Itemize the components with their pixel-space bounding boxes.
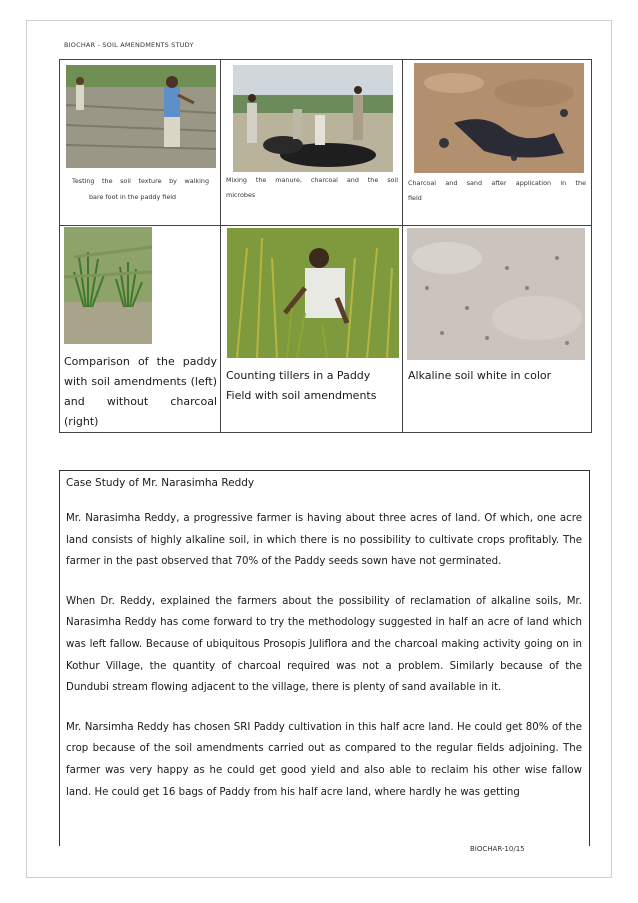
photo-cell-6 xyxy=(403,226,592,433)
photo-cell-4 xyxy=(60,226,221,433)
photo-caption-line2: field xyxy=(408,194,422,202)
photo-farmer-walking-paddy xyxy=(66,65,216,168)
case-study-title: Case Study of Mr. Narasimha Reddy xyxy=(66,477,255,489)
photo-caption: Testing the soil texture by walking xyxy=(72,177,209,185)
photo-caption-line2: microbes xyxy=(226,191,256,199)
photo-alkaline-soil xyxy=(407,228,585,360)
running-header: BIOCHAR - SOIL AMENDMENTS STUDY xyxy=(64,41,194,49)
case-study-paragraph: When Dr. Reddy, explained the farmers about the possibility of reclamation of alkaline soils, Mr. Narasimha Reddy has come forward to try the methodology suggested in half an acre of land which was left fallow. Because of ubiquitous Prosopis Juliflora and the charcoal making activity going on in Kothur Village, the quantity of charcoal required was not a problem. Similarly because of the Dundubi stream flowing adjacent to the village, there is plenty of sand available in it. xyxy=(66,595,582,694)
page-number: BIOCHAR-10/15 xyxy=(470,845,525,853)
photo-counting-tillers xyxy=(227,228,399,358)
photo-caption-line2: bare foot in the paddy field xyxy=(89,193,177,201)
photo-caption: Charcoal and sand after application in the xyxy=(408,179,586,187)
photo-cell-3 xyxy=(403,60,592,226)
photo-caption: Comparison of the paddy with soil amendments (left) and without charcoal (right) xyxy=(64,355,217,428)
photo-charcoal-sand xyxy=(414,63,584,173)
photo-cell-5 xyxy=(221,226,403,433)
photo-mixing-charcoal xyxy=(233,65,393,172)
photo-cell-2 xyxy=(221,60,403,226)
case-study-box xyxy=(59,470,590,846)
photo-grid xyxy=(59,59,592,433)
case-study-paragraph: Mr. Narasimha Reddy, a progressive farmer is having about three acres of land. Of which, one acre land consists of highly alkaline soil, in which there is no possibility to cultivate crops profitably. The farmer in the past observed that 70% of the Paddy seeds sown have not germinated. xyxy=(66,513,582,568)
photo-caption: Counting tillers in a Paddy Field with soil amendments xyxy=(226,369,377,402)
photo-cell-1 xyxy=(60,60,221,226)
photo-caption: Mixing the manure, charcoal and the soil xyxy=(226,176,398,184)
photo-paddy-comparison xyxy=(64,227,152,344)
photo-caption: Alkaline soil white in color xyxy=(408,369,552,382)
case-study-paragraph: Mr. Narsimha Reddy has chosen SRI Paddy cultivation in this half acre land. He could get 80% of the crop because of the soil amendments carried out as compared to the regular fields adjoining. The farmer was very happy as he could get good yield and also able to reclaim his other wise fallow land. He could get 16 bags of Paddy from his half acre land, where hardly he was getting xyxy=(66,721,582,798)
